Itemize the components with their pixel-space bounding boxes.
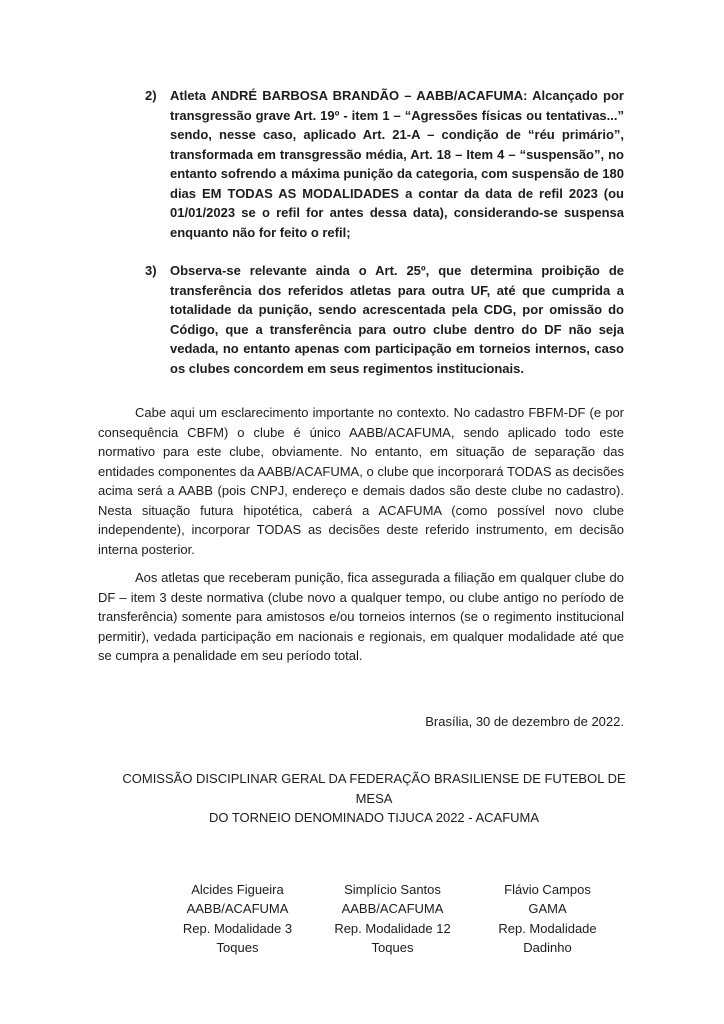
list-item-3 <box>145 261 624 378</box>
list-item-2-text: Atleta ANDRÉ BARBOSA BRANDÃO – AABB/ACAFUMA: Alcançado por transgressão grave Art. 19º - item 1 – “Agressões físicas ou tentativas...” sendo, nesse caso, aplicado Art. 21-A – condição de “réu primário”, transformada em transgressão média, Art. 18 – Item 4 – “suspensão”, no entanto sofrendo a máxima punição da categoria, com suspensão de 180 dias EM TODAS AS MODALIDADES a contar da data de refil 2023 (ou 01/01/2023 se o refil for antes dessa data), considerando-se suspensa enquanto não for feito o refil; <box>170 88 624 240</box>
signature-role-line-2: Toques <box>371 940 414 955</box>
signature-name: Flávio Campos <box>504 881 591 897</box>
committee-title <box>112 769 636 828</box>
signature-simplicio-santos <box>315 880 470 958</box>
paragraph-clarification: Cabe aqui um esclarecimento importante no contexto. No cadastro FBFM-DF (e por consequência CBFM) o clube é único AABB/ACAFUMA, sendo aplicado todo este normativo para este clube, obviamente. No entanto, em situação de separação das entidades componentes da AABB/ACAFUMA, o clube que incorporará TODAS as decisões acima será a AABB (pois CNPJ, endereço e demais dados são deste clube no cadastro). Nesta situação futura hipotética, caberá a ACAFUMA (como possível novo clube independente), incorporar TODAS as decisões deste referido instrumento, em decisão interna posterior. <box>98 405 624 557</box>
signature-role-line-2: Toques <box>216 940 259 955</box>
signature-club: GAMA <box>528 901 567 916</box>
signature-role-line-1: Rep. Modalidade 3 <box>182 920 293 936</box>
list-item-3-text: Observa-se relevante ainda o Art. 25º, que determina proibição de transferência dos referidos atletas para outra UF, até que cumprida a totalidade da punição, sendo acrescentada pela CDG, por omissão do Código, que a transferência para outro clube dentro do DF não seja vedada, no entanto apenas com participação em torneios internos, caso os clubes concordem em seus regimentos institucionais. <box>170 263 624 376</box>
signature-flavio-campos <box>470 880 625 958</box>
signature-role-line-2: Dadinho <box>523 940 572 955</box>
paragraph-athlete-affiliation: Aos atletas que receberam punição, fica assegurada a filiação em qualquer clube do DF – item 3 deste normativa (clube novo a qualquer tempo, ou clube antigo no período de transferência) somente para amistosos e/ou torneios internos (se o regimento institucional permitir), vedada participação em nacionais e regionais, em qualquer modalidade até que se cumpra a penalidade em seu período total. <box>98 570 624 663</box>
signature-alcides-figueira <box>160 880 315 958</box>
list-item-2 <box>145 86 624 242</box>
signature-block <box>160 880 724 958</box>
signature-role-line-1: Rep. Modalidade <box>498 920 597 936</box>
signature-name: Alcides Figueira <box>191 881 284 897</box>
list-item-2-number: 2) <box>145 88 157 103</box>
committee-title-line-1: COMISSÃO DISCIPLINAR GERAL DA FEDERAÇÃO BRASILIENSE DE FUTEBOL DE MESA <box>122 771 626 806</box>
signature-club: AABB/ACAFUMA <box>186 901 289 916</box>
signature-role-line-1: Rep. Modalidade 12 <box>334 920 451 936</box>
numbered-list <box>0 86 724 378</box>
committee-title-line-2: DO TORNEIO DENOMINADO TIJUCA 2022 - ACAFUMA <box>208 810 540 825</box>
signature-club: AABB/ACAFUMA <box>341 901 444 916</box>
dateline: Brasília, 30 de dezembro de 2022. <box>425 713 624 729</box>
list-item-3-number: 3) <box>145 263 157 278</box>
signature-name: Simplício Santos <box>344 881 441 897</box>
